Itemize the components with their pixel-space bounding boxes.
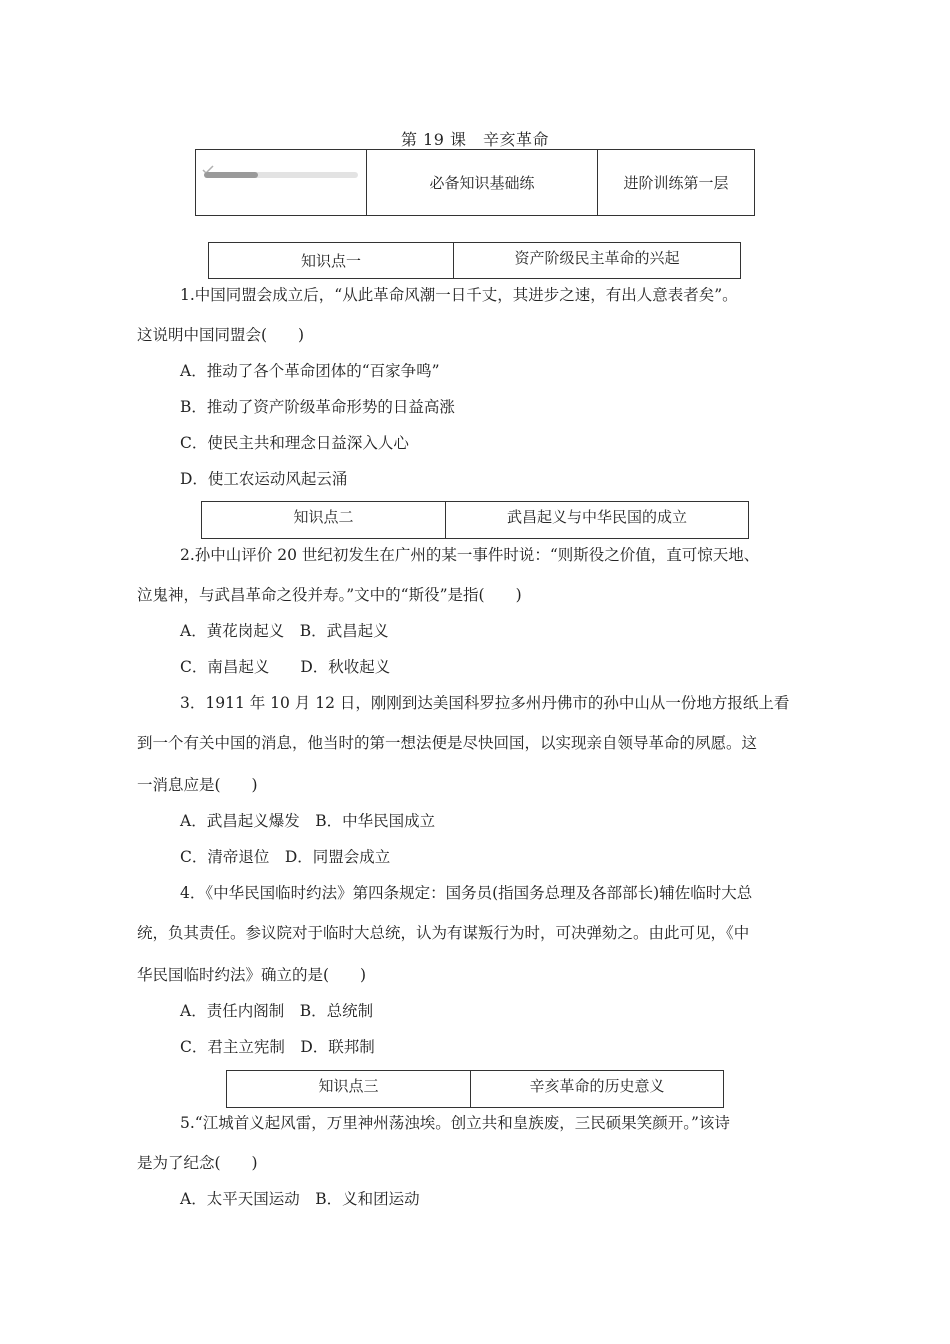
q5-options-ab: A．太平天国运动 B．义和团运动 <box>180 1190 420 1208</box>
q1-option-c: C．使民主共和理念日益深入人心 <box>180 434 409 452</box>
progress-cell <box>196 150 367 216</box>
q2-options-cd: C．南昌起义 D．秋收起义 <box>180 658 391 676</box>
q3-text-3: 一消息应是( ) <box>137 776 258 794</box>
q1-text-2: 这说明中国同盟会( ) <box>137 326 305 344</box>
q4-options-ab: A．责任内阁制 B．总统制 <box>180 1002 374 1020</box>
header-advanced-practice: 进阶训练第一层 <box>598 150 755 216</box>
point-topic: 武昌起义与中华民国的成立 <box>446 502 749 539</box>
q1-option-a: A．推动了各个革命团体的“百家争鸣” <box>180 362 440 380</box>
q3-text-2: 到一个有关中国的消息，他当时的第一想法便是尽快回国，以实现亲自领导革命的夙愿。这 <box>137 734 758 752</box>
progress-fill <box>204 172 258 178</box>
page-title: 第 19 课 辛亥革命 <box>400 130 550 149</box>
progress-bar <box>204 172 358 178</box>
q3-options-cd: C．清帝退位 D．同盟会成立 <box>180 848 391 866</box>
point-label: 知识点一 <box>209 243 454 279</box>
q4-text-2: 统，负其责任。参议院对于临时大总统，认为有谋叛行为时，可决弹劾之。由此可见，《中 <box>137 924 750 942</box>
knowledge-point-1 <box>208 242 741 279</box>
q1-option-d: D．使工农运动风起云涌 <box>180 470 348 488</box>
q1-option-b: B．推动了资产阶级革命形势的日益高涨 <box>180 398 455 416</box>
q4-text-1: 4．《中华民国临时约法》第四条规定：国务员(指国务总理及各部部长)辅佐临时大总 <box>180 884 753 902</box>
point-topic: 辛亥革命的历史意义 <box>471 1071 724 1108</box>
q2-options-ab: A．黄花岗起义 B．武昌起义 <box>180 622 389 640</box>
q3-options-ab: A．武昌起义爆发 B．中华民国成立 <box>180 812 436 830</box>
q5-text-2: 是为了纪念( ) <box>137 1154 258 1172</box>
q1-text-1: 1.中国同盟会成立后，“从此革命风潮一日千丈，其进步之速，有出人意表者矣”。 <box>180 286 738 304</box>
header-table <box>195 149 755 216</box>
q2-text-2: 泣鬼神，与武昌革命之役并寿。”文中的“斯役”是指( ) <box>137 586 522 604</box>
q3-text-1: 3．1911 年 10 月 12 日，刚刚到达美国科罗拉多州丹佛市的孙中山从一份地方报纸上看 <box>180 694 790 712</box>
header-basic-practice: 必备知识基础练 <box>367 150 598 216</box>
knowledge-point-3 <box>226 1070 724 1108</box>
point-label: 知识点三 <box>227 1071 471 1108</box>
knowledge-point-2 <box>201 501 749 539</box>
point-topic: 资产阶级民主革命的兴起 <box>454 243 741 279</box>
point-label: 知识点二 <box>202 502 446 539</box>
q2-text-1: 2.孙中山评价 20 世纪初发生在广州的某一事件时说：“则斯役之价值，直可惊天地、 <box>180 546 760 564</box>
q4-options-cd: C．君主立宪制 D．联邦制 <box>180 1038 375 1056</box>
q5-text-1: 5.“江城首义起风雷，万里神州荡浊埃。创立共和皇族废，三民硕果笑颜开。”该诗 <box>180 1114 730 1132</box>
q4-text-3: 华民国临时约法》确立的是( ) <box>137 966 367 984</box>
